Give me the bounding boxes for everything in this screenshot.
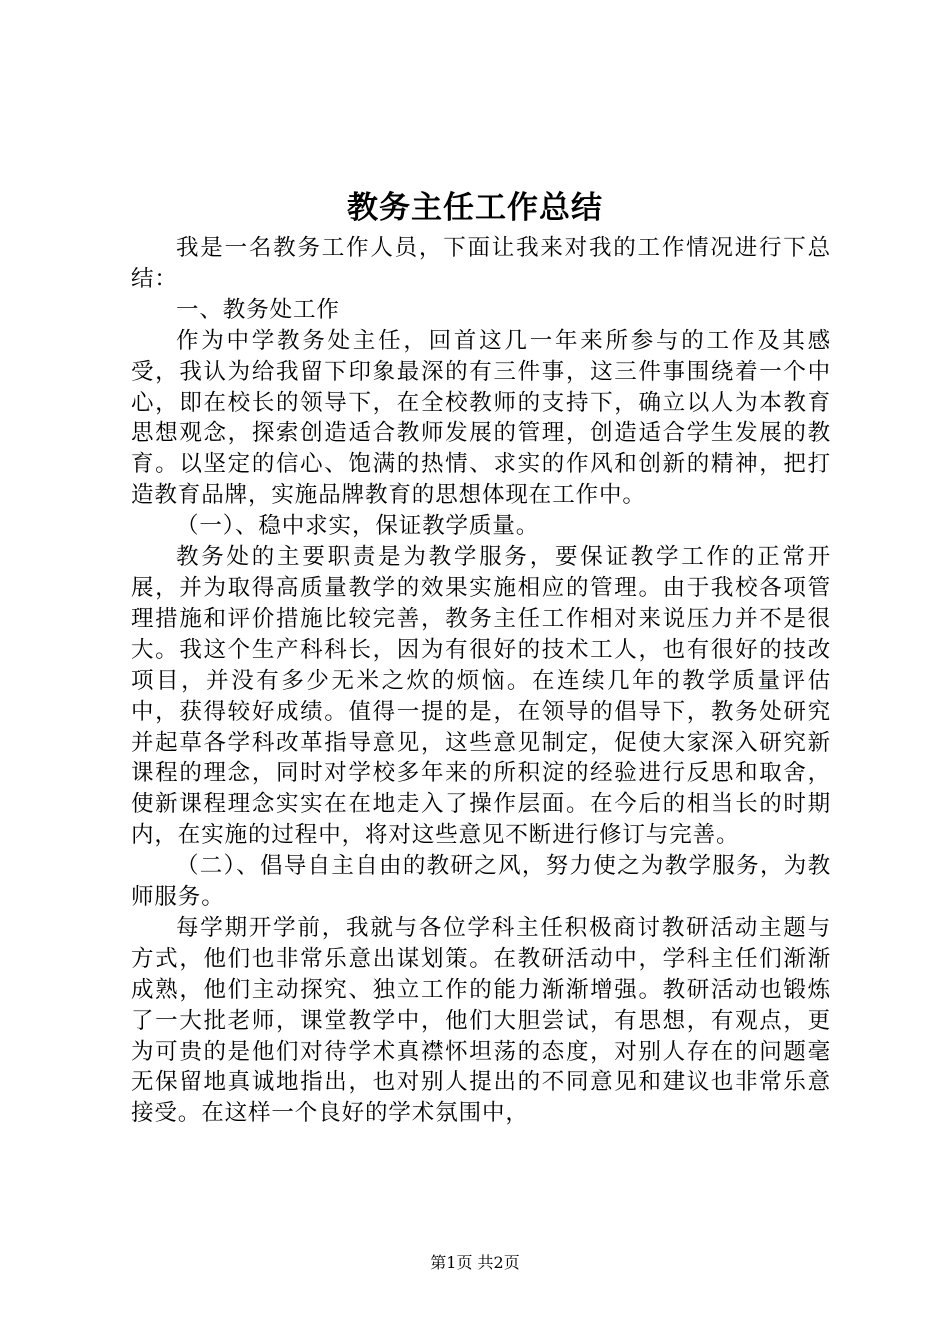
- document-body: [131, 233, 831, 1129]
- paragraph: 作为中学教务处主任，回首这几一年来所参与的工作及其感受，我认为给我留下印象最深的有三件事，这三件事围绕着一个中心，即在校长的领导下，在全校教师的支持下，确立以人为本教育思想观念，探索创造适合教师发展的管理，创造适合学生发展的教育。以坚定的信心、饱满的热情、求实的作风和创新的精神，把打造教育品牌，实施品牌教育的思想体现在工作中。: [131, 327, 831, 509]
- paragraph-intro: 我是一名教务工作人员，下面让我来对我的工作情况进行下总结：: [131, 235, 831, 292]
- paragraph: 教务处的主要职责是为教学服务，要保证教学工作的正常开展，并为取得高质量教学的效果实施相应的管理。由于我校各项管理措施和评价措施比较完善，教务主任工作相对来说压力并不是很大。我这个生产科科长，因为有很好的技术工人，也有很好的技改项目，并没有多少无米之炊的烦恼。在连续几年的教学质量评估中，获得较好成绩。值得一提的是，在领导的倡导下，教务处研究并起草各学科改革指导意见，这些意见制定，促使大家深入研究新课程的理念，同时对学校多年来的所积淀的经验进行反思和取舍，使新课程理念实实在在地走入了操作层面。在今后的相当长的时期内，在实施的过程中，将对这些意见不断进行修订与完善。: [131, 544, 831, 849]
- section-heading-1: 一、教务处工作: [176, 296, 340, 323]
- paragraph: 每学期开学前，我就与各位学科主任积极商讨教研活动主题与方式，他们也非常乐意出谋划策。在教研活动中，学科主任们渐渐成熟，他们主动探究、独立工作的能力渐渐增强。教研活动也锻炼了一大批老师，课堂教学中，他们大胆尝试，有思想，有观点，更为可贵的是他们对待学术真襟怀坦荡的态度，对别人存在的问题毫无保留地真诚地指出，也对别人提出的不同意见和建议也非常乐意接受。在这样一个良好的学术氛围中，: [131, 914, 831, 1127]
- subsection-heading-2: （二）、倡导自主自由的教研之风，努力使之为教学服务，为教师服务。: [131, 853, 831, 911]
- document-title: 教务主任工作总结: [347, 190, 603, 226]
- subsection-heading-1: （一）、稳中求实，保证教学质量。: [176, 513, 540, 540]
- page-footer: 第1页 共2页: [430, 1253, 520, 1272]
